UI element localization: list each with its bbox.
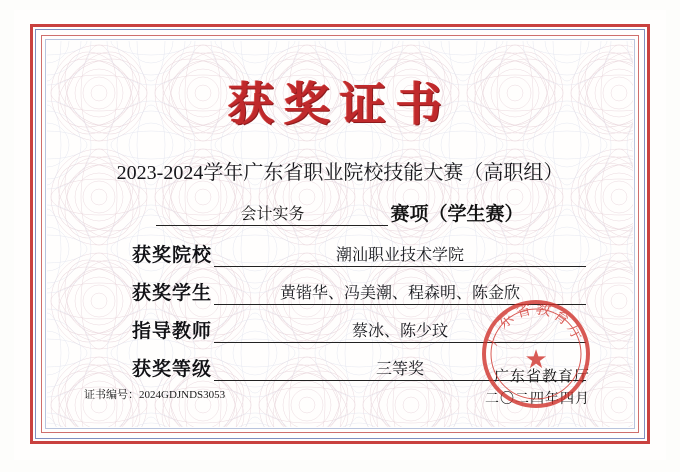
certificate-paper bbox=[14, 10, 666, 460]
row-value-teachers: 蔡冰、陈少玟 bbox=[214, 318, 586, 343]
certificate-subtitle: 2023-2024学年广东省职业院校技能大赛（高职组） bbox=[116, 162, 564, 184]
row-value-award: 三等奖 bbox=[214, 356, 586, 381]
issue-date: 二〇二四年四月 bbox=[485, 392, 590, 407]
svg-text:广东省教育厅: 广东省教育厅 bbox=[482, 299, 589, 348]
event-name-value: 会计实务 bbox=[156, 201, 388, 226]
field-rows bbox=[54, 240, 626, 381]
table-row bbox=[132, 278, 586, 305]
certificate-number-value: 2024GDJNDS3053 bbox=[139, 389, 226, 401]
row-label-school: 获奖院校 bbox=[132, 245, 213, 266]
row-label-students: 获奖学生 bbox=[132, 283, 213, 304]
certificate-number-label: 证书编号： bbox=[84, 389, 139, 401]
certificate-content bbox=[54, 46, 626, 424]
certificate-number bbox=[84, 386, 225, 402]
row-value-students: 黄锴华、冯美潮、程森明、陈金欣 bbox=[214, 280, 586, 305]
svg-text:★: ★ bbox=[524, 345, 548, 374]
table-row bbox=[132, 316, 586, 343]
row-label-award: 获奖等级 bbox=[132, 359, 213, 380]
event-line bbox=[54, 199, 626, 226]
event-suffix-label: 赛项（学生赛） bbox=[390, 204, 524, 225]
certificate-title: 获奖证书 bbox=[228, 77, 452, 131]
table-row bbox=[132, 240, 586, 267]
row-value-school: 潮汕职业技术学院 bbox=[214, 242, 586, 267]
row-label-teachers: 指导教师 bbox=[132, 321, 213, 342]
issuer-name: 广东省教育厅 bbox=[493, 369, 590, 385]
